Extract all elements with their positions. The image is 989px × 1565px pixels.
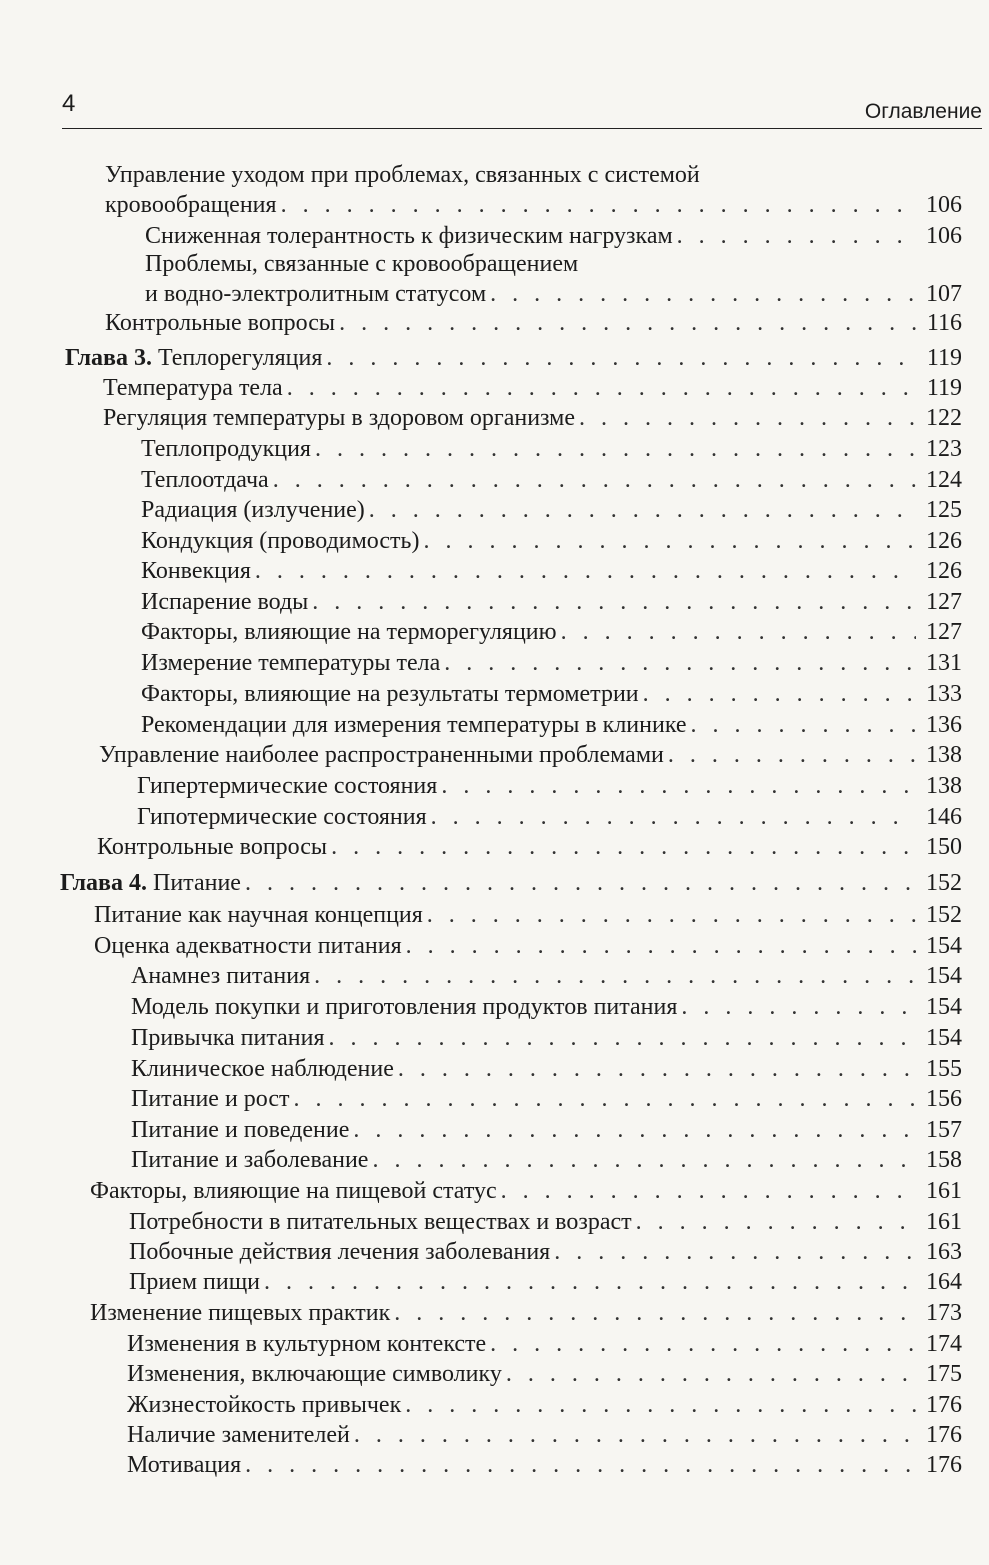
toc-entry-page: 131 — [926, 650, 962, 676]
toc-entry-page: 176 — [926, 1422, 962, 1448]
toc-entry-page: 154 — [926, 994, 962, 1020]
toc-entry — [141, 434, 962, 464]
toc-entry — [103, 373, 962, 403]
toc-entry — [103, 403, 962, 433]
toc-leader-dots — [668, 740, 916, 770]
toc-entry-title: Наличие заменителей — [127, 1422, 350, 1448]
toc-entry — [129, 1207, 962, 1237]
toc-entry — [141, 526, 962, 556]
toc-entry-title — [60, 868, 241, 898]
toc-entry-title: Испарение воды — [141, 589, 309, 615]
toc-leader-dots — [339, 308, 916, 338]
toc-entry — [137, 802, 962, 832]
toc-leader-dots — [554, 1237, 916, 1267]
toc-entry-page: 173 — [926, 1300, 962, 1326]
toc-entry-page: 154 — [926, 963, 962, 989]
toc-leader-dots — [372, 1145, 916, 1175]
toc-leader-dots — [427, 900, 916, 930]
toc-entry-title: Контрольные вопросы — [97, 834, 328, 860]
toc-leader-dots — [314, 961, 916, 991]
toc-entry-page: 136 — [926, 712, 962, 738]
toc-entry-page: 138 — [926, 773, 962, 799]
chapter-title: Теплорегуляция — [152, 345, 323, 371]
toc-entry-title: Сниженная толерантность к физическим нагрузкам — [145, 223, 673, 249]
toc-entry-page: 161 — [926, 1178, 962, 1204]
page-number: 4 — [62, 90, 76, 117]
toc-leader-dots — [326, 343, 916, 373]
toc-chapter-entry — [65, 343, 962, 373]
toc-entry-page: 174 — [926, 1331, 962, 1357]
toc-leader-dots — [423, 526, 916, 556]
toc-leader-dots — [579, 403, 916, 433]
chapter-label: Глава 4. — [60, 870, 147, 896]
toc-leader-dots — [245, 868, 916, 898]
toc-entry-title: Привычка питания — [131, 1025, 325, 1051]
toc-entry-page: 161 — [926, 1209, 962, 1235]
toc-entry-title: кровообращения — [105, 192, 277, 218]
toc-entry-page: 176 — [926, 1392, 962, 1418]
toc-leader-dots — [394, 1298, 916, 1328]
toc-leader-dots — [315, 434, 916, 464]
toc-entry-title: Контрольные вопросы — [105, 310, 336, 336]
toc-entry-title: и водно-электролитным статусом — [145, 281, 487, 307]
toc-entry-page: 123 — [926, 436, 962, 462]
toc-leader-dots — [561, 617, 916, 647]
toc-entry-title — [65, 343, 322, 373]
toc-entry — [129, 1267, 962, 1297]
toc-entry-page: 127 — [926, 619, 962, 645]
toc-entry — [131, 961, 962, 991]
toc-entry-title: Изменения в культурном контексте — [127, 1331, 487, 1357]
toc-leader-dots — [444, 648, 916, 678]
toc-entry-title: Потребности в питательных веществах и возраст — [129, 1209, 632, 1235]
toc-entry — [131, 992, 962, 1022]
toc-entry — [94, 900, 962, 930]
toc-entry — [127, 1420, 962, 1450]
toc-entry — [127, 1329, 962, 1359]
toc-entry-page: 133 — [926, 681, 962, 707]
toc-entry-first-line: Проблемы, связанные с кровообращением — [145, 251, 579, 277]
toc-leader-dots — [264, 1267, 916, 1297]
toc-entry — [131, 1115, 962, 1145]
toc-entry-page: 119 — [926, 345, 962, 371]
toc-entry-title: Теплоотдача — [141, 467, 269, 493]
toc-entry-title: Питание и заболевание — [131, 1147, 369, 1173]
toc-entry-title: Гипертермические состояния — [137, 773, 438, 799]
toc-leader-dots — [677, 221, 916, 251]
toc-entry-title: Радиация (излучение) — [141, 497, 365, 523]
toc-entry-page: 158 — [926, 1147, 962, 1173]
toc-entry-page: 122 — [926, 405, 962, 431]
toc-leader-dots — [312, 587, 916, 617]
toc-leader-dots — [287, 373, 916, 403]
toc-leader-dots — [643, 679, 916, 709]
toc-leader-dots — [406, 931, 916, 961]
toc-entry-page: 154 — [926, 1025, 962, 1051]
toc-leader-dots — [636, 1207, 916, 1237]
toc-entry-page: 106 — [926, 192, 962, 218]
toc-leader-dots — [490, 279, 916, 309]
toc-entry — [90, 1176, 962, 1206]
toc-entry-page: 155 — [926, 1056, 962, 1082]
toc-entry-page: 127 — [926, 589, 962, 615]
chapter-title: Питание — [147, 870, 241, 896]
toc-leader-dots — [691, 710, 916, 740]
toc-entry — [131, 1023, 962, 1053]
toc-entry-page: 152 — [926, 870, 962, 896]
toc-entry — [141, 679, 962, 709]
toc-leader-dots — [431, 802, 916, 832]
toc-entry-title: Кондукция (проводимость) — [141, 528, 420, 554]
toc-entry-title: Побочные действия лечения заболевания — [129, 1239, 551, 1265]
toc-entry-page: 125 — [926, 497, 962, 523]
toc-leader-dots — [281, 190, 916, 220]
chapter-label: Глава 3. — [65, 345, 152, 371]
toc-entry-page: 126 — [926, 558, 962, 584]
toc-entry-title: Измерение температуры тела — [141, 650, 441, 676]
toc-entry — [97, 832, 962, 862]
toc-entry-page: 152 — [926, 902, 962, 928]
toc-entry-title: Факторы, влияющие на пищевой статус — [90, 1178, 497, 1204]
toc-entry — [141, 710, 962, 740]
toc-leader-dots — [353, 1115, 916, 1145]
toc-entry-page: 156 — [926, 1086, 962, 1112]
toc-entry-title: Жизнестойкость привычек — [127, 1392, 402, 1418]
toc-entry — [141, 648, 962, 678]
toc-leader-dots — [245, 1450, 916, 1480]
toc-leader-dots — [441, 771, 916, 801]
toc-leader-dots — [405, 1390, 916, 1420]
toc-entry-title: Оценка адекватности питания — [94, 933, 402, 959]
toc-entry-page: 106 — [926, 223, 962, 249]
toc-entry-title: Факторы, влияющие на результаты термометрии — [141, 681, 639, 707]
toc-leader-dots — [354, 1420, 916, 1450]
toc-entry-title: Изменение пищевых практик — [90, 1300, 391, 1326]
toc-entry — [141, 556, 962, 586]
toc-entry-title: Питание и поведение — [131, 1117, 350, 1143]
toc-entry-title: Управление наиболее распространенными проблемами — [99, 742, 664, 768]
toc-entry — [141, 587, 962, 617]
toc-leader-dots — [329, 1023, 917, 1053]
toc-entry-title: Изменения, включающие символику — [127, 1361, 502, 1387]
toc-leader-dots — [369, 495, 916, 525]
toc-entry-title: Гипотермические состояния — [137, 804, 427, 830]
toc-entry-title: Регуляция температуры в здоровом организме — [103, 405, 576, 431]
toc-entry — [141, 465, 962, 495]
toc-leader-dots — [681, 992, 916, 1022]
toc-entry — [131, 1054, 962, 1084]
toc-entry-page: 157 — [926, 1117, 962, 1143]
toc-entry-page: 107 — [926, 281, 962, 307]
toc-entry-page: 150 — [926, 834, 962, 860]
toc-entry — [141, 495, 962, 525]
toc-entry — [145, 221, 962, 251]
toc-entry-title: Рекомендации для измерения температуры в клинике — [141, 712, 687, 738]
toc-entry-title: Клиническое наблюдение — [131, 1056, 394, 1082]
toc-leader-dots — [294, 1084, 916, 1114]
toc-entry — [99, 740, 962, 770]
toc-entry — [137, 771, 962, 801]
toc-entry-page: 163 — [926, 1239, 962, 1265]
toc-entry-title: Питание и рост — [131, 1086, 290, 1112]
toc-entry-title: Прием пищи — [129, 1269, 261, 1295]
toc-leader-dots — [506, 1359, 916, 1389]
toc-entry-title: Анамнез питания — [131, 963, 311, 989]
toc-leader-dots — [273, 465, 916, 495]
toc-entry-title: Модель покупки и приготовления продуктов питания — [131, 994, 678, 1020]
toc-entry-page: 175 — [926, 1361, 962, 1387]
toc-entry — [90, 1298, 962, 1328]
toc-entry-first-line: Управление уходом при проблемах, связанных с системой — [105, 162, 700, 188]
toc-entry-title: Конвекция — [141, 558, 251, 584]
toc-entry-title: Факторы, влияющие на терморегуляцию — [141, 619, 557, 645]
toc-entry-title: Мотивация — [127, 1452, 242, 1478]
toc-entry — [131, 1084, 962, 1114]
toc-leader-dots — [398, 1054, 916, 1084]
toc-entry-page: 176 — [926, 1452, 962, 1478]
running-title: Оглавление — [864, 100, 982, 123]
toc-entry — [141, 617, 962, 647]
toc-entry-title: Теплопродукция — [141, 436, 311, 462]
toc-entry-title: Питание как научная концепция — [94, 902, 423, 928]
toc-entry-page: 164 — [926, 1269, 962, 1295]
toc-entry — [127, 1359, 962, 1389]
toc-entry — [127, 1390, 962, 1420]
toc-chapter-entry — [60, 868, 962, 898]
toc-entry — [131, 1145, 962, 1175]
toc-entry-page: 138 — [926, 742, 962, 768]
toc-entry-page: 124 — [926, 467, 962, 493]
toc-entry — [145, 279, 962, 309]
toc-entry-title: Температура тела — [103, 375, 283, 401]
toc-entry-page: 154 — [926, 933, 962, 959]
toc-entry — [94, 931, 962, 961]
toc-entry-page: 126 — [926, 528, 962, 554]
toc-leader-dots — [490, 1329, 916, 1359]
toc-leader-dots — [255, 556, 916, 586]
toc-entry-page: 119 — [926, 375, 962, 401]
toc-entry-page: 116 — [926, 310, 962, 336]
toc-entry-page: 146 — [926, 804, 962, 830]
toc-leader-dots — [331, 832, 916, 862]
toc-entry — [105, 308, 962, 338]
toc-entry — [129, 1237, 962, 1267]
toc-leader-dots — [501, 1176, 916, 1206]
toc-entry — [105, 190, 962, 220]
toc-entry — [127, 1450, 962, 1480]
